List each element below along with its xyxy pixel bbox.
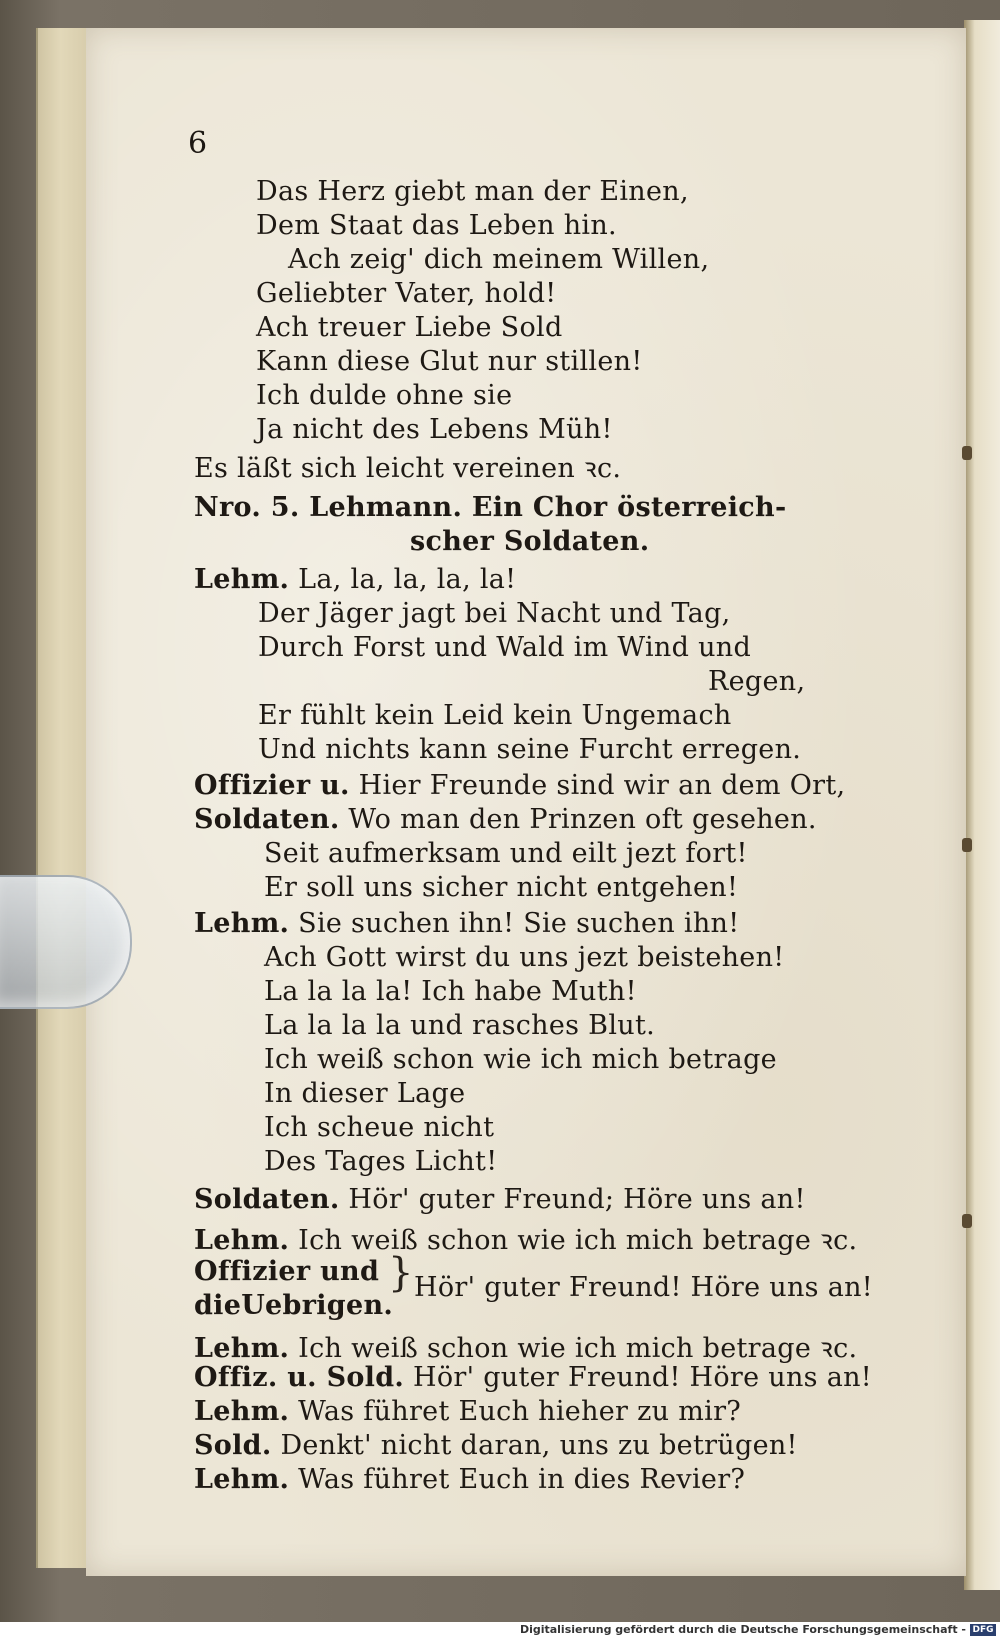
text-line: Seit aufmerksam und eilt jezt fort!: [264, 838, 748, 869]
dialogue-line: [194, 770, 845, 801]
text-line: Kann diese Glut nur stillen!: [256, 346, 643, 377]
dialogue-line: [194, 1396, 741, 1427]
dialogue-line: [194, 564, 516, 595]
dialogue-line: [194, 1328, 857, 1365]
speaker-label: Sold.: [194, 1430, 272, 1461]
text-line: Es läßt sich leicht vereinen ꝛc.: [194, 453, 622, 484]
speaker-label: Lehm.: [194, 1333, 290, 1364]
page-number: 6: [188, 126, 208, 161]
dialogue-line: [194, 1256, 379, 1287]
speaker-label: Offizier und: [194, 1256, 380, 1287]
speaker-label: dieUebrigen.: [194, 1290, 394, 1321]
text-line: La la la la und rasches Blut.: [264, 1010, 655, 1041]
line-text: Hier Freunde sind wir an dem Ort,: [358, 770, 846, 801]
speaker-label: Lehm.: [194, 1396, 290, 1427]
line-text: Hör' guter Freund! Höre uns an!: [413, 1362, 872, 1393]
text-line: Ich weiß schon wie ich mich betrage: [264, 1044, 777, 1075]
text-line: In dieser Lage: [264, 1078, 466, 1109]
text-line: Ja nicht des Lebens Müh!: [256, 414, 613, 445]
text-line: Ach Gott wirst du uns jezt beistehen!: [264, 942, 785, 973]
section-heading: scher Soldaten.: [410, 526, 650, 557]
right-page-strip: [964, 20, 1000, 1590]
line-text: Was führet Euch hieher zu mir?: [298, 1396, 742, 1427]
line-text: Ich weiß schon wie ich mich betrage ꝛc.: [298, 1333, 858, 1364]
dfg-logo: DFG: [970, 1624, 996, 1636]
dialogue-line: [194, 1430, 798, 1461]
dialogue-line: [194, 1464, 745, 1495]
line-text: Wo man den Prinzen oft gesehen.: [348, 804, 817, 835]
binding-thread: [962, 1214, 972, 1228]
text-line: Durch Forst und Wald im Wind und: [258, 632, 752, 663]
text-line: Er fühlt kein Leid kein Ungemach: [258, 700, 732, 731]
text-line: Der Jäger jagt bei Nacht und Tag,: [258, 598, 731, 629]
binding-thread: [962, 446, 972, 460]
dialogue-line: [194, 908, 739, 939]
line-text: Hör' guter Freund! Höre uns an!: [414, 1272, 873, 1303]
speaker-label: Offiz. u. Sold.: [194, 1362, 405, 1393]
line-text: Sie suchen ihn! Sie suchen ihn!: [298, 908, 740, 939]
line-text: Hör' guter Freund; Höre uns an!: [348, 1184, 806, 1215]
speaker-label: Lehm.: [194, 564, 290, 595]
brace-mark: }: [388, 1250, 414, 1296]
dialogue-line: [194, 804, 817, 835]
text-line: Regen,: [708, 666, 806, 697]
speaker-label: Offizier u.: [194, 770, 350, 801]
binding-thread: [962, 838, 972, 852]
dialogue-line: [194, 1184, 806, 1215]
speaker-label: Lehm.: [194, 1225, 290, 1256]
speaker-label: Lehm.: [194, 1464, 290, 1495]
funding-credit: Digitalisierung gefördert durch die Deutsche Forschungsgemeinschaft -: [519, 1623, 966, 1636]
text-line: Ach treuer Liebe Sold: [256, 312, 563, 343]
line-text: Ich weiß schon wie ich mich betrage ꝛc.: [298, 1225, 858, 1256]
text-line: Ach zeig' dich meinem Willen,: [288, 244, 710, 275]
line-text: Was führet Euch in dies Revier?: [298, 1464, 746, 1495]
dialogue-line: [194, 1362, 872, 1393]
dialogue-line: [194, 1220, 857, 1257]
section-heading: Nro. 5. Lehmann. Ein Chor österreich-: [194, 492, 787, 523]
line-text: Denkt' nicht daran, uns zu betrügen!: [280, 1430, 798, 1461]
text-line: Des Tages Licht!: [264, 1146, 498, 1177]
dialogue-line: [194, 1290, 393, 1321]
speaker-label: Soldaten.: [194, 804, 340, 835]
text-line: La la la la! Ich habe Muth!: [264, 976, 637, 1007]
line-text: La, la, la, la, la!: [298, 564, 517, 595]
speaker-label: Lehm.: [194, 908, 290, 939]
text-line: Ich dulde ohne sie: [256, 380, 513, 411]
text-line: Geliebter Vater, hold!: [256, 278, 557, 309]
text-line: Und nichts kann seine Furcht erregen.: [258, 734, 802, 765]
speaker-label: Soldaten.: [194, 1184, 340, 1215]
text-line: Das Herz giebt man der Einen,: [256, 176, 689, 207]
page-clip: [0, 875, 132, 1009]
text-line: Ich scheue nicht: [264, 1112, 495, 1143]
text-line: Er soll uns sicher nicht entgehen!: [264, 872, 739, 903]
text-line: Dem Staat das Leben hin.: [256, 210, 617, 241]
